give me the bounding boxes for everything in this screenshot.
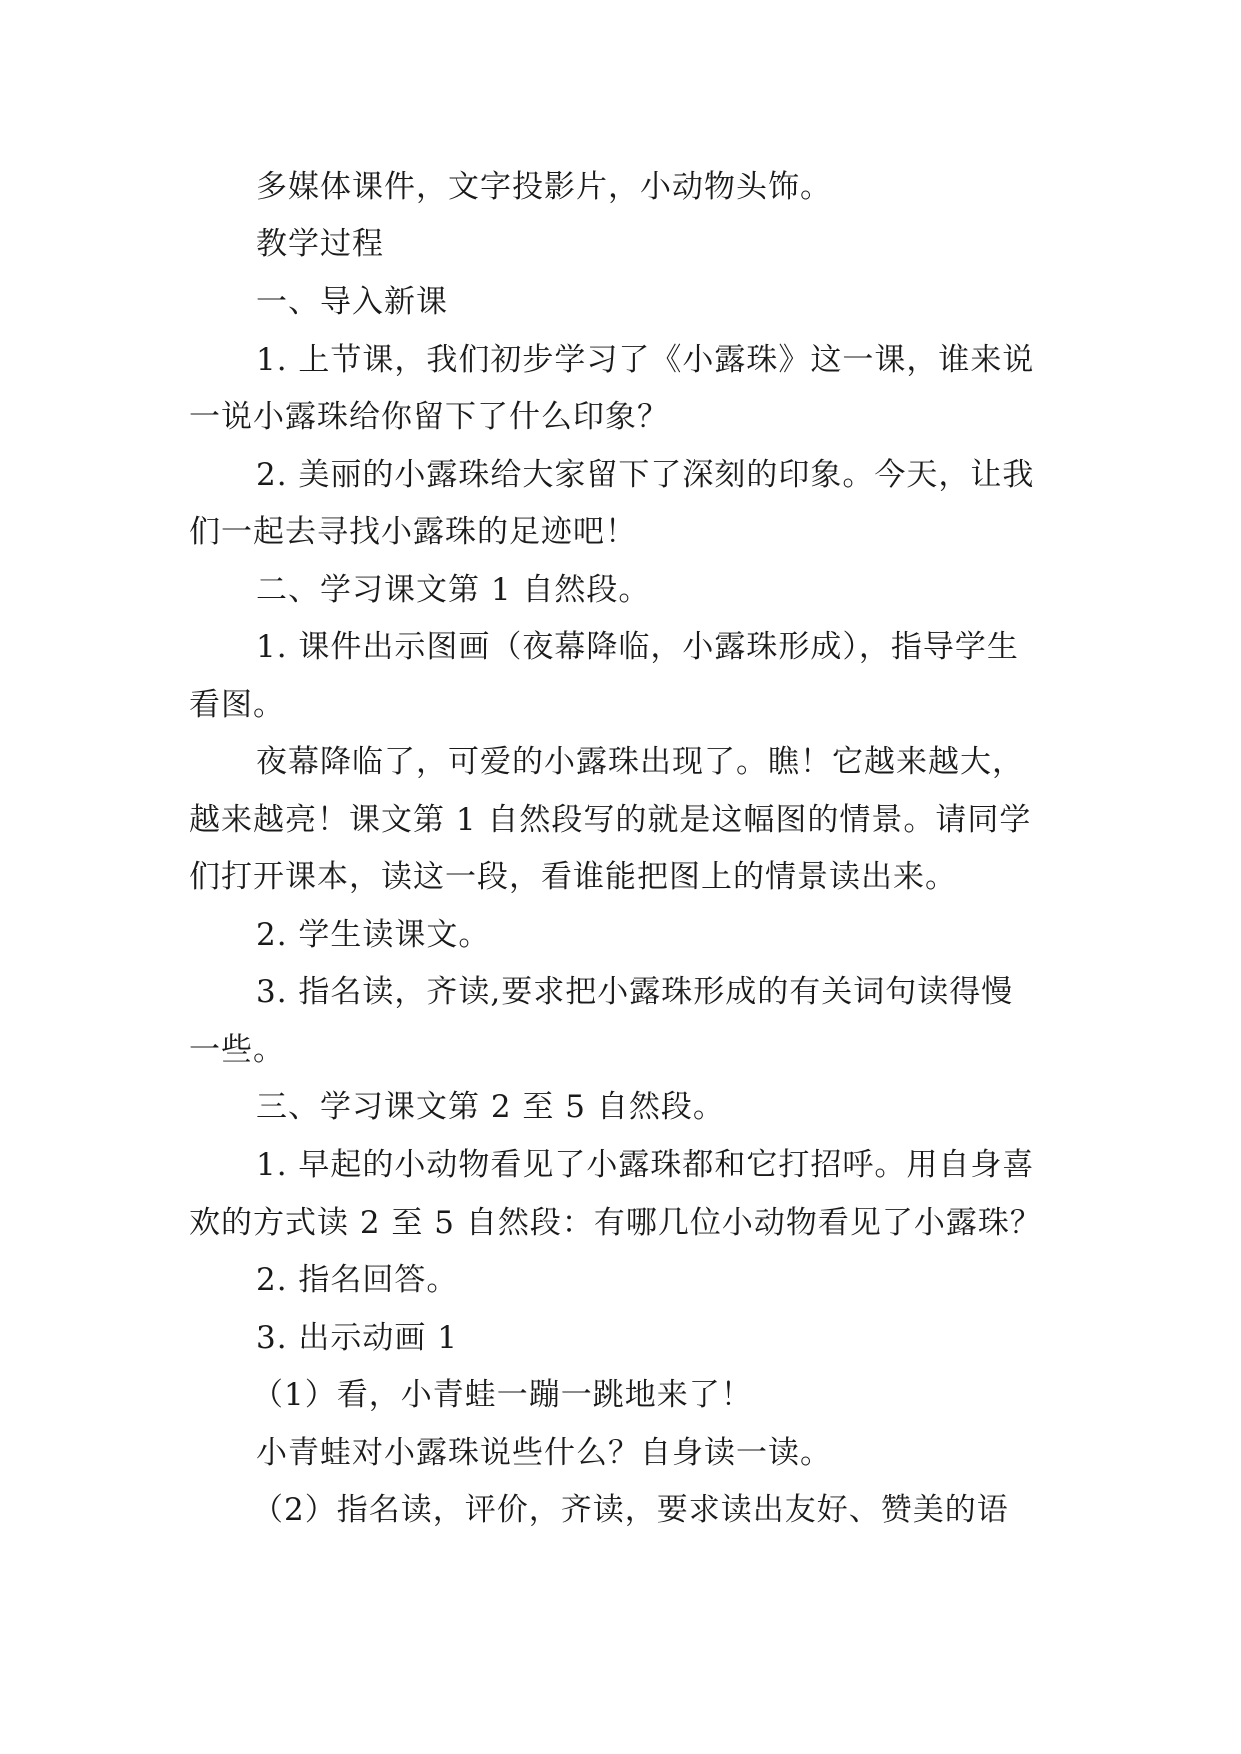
heading-section-3: 三、学习课文第 2 至 5 自然段。 — [256, 1089, 725, 1125]
paragraph-line: 2. 学生读课文。 — [256, 917, 491, 953]
paragraph-line: 夜幕降临了，可爱的小露珠出现了。瞧！它越来越大， — [256, 744, 1024, 780]
paragraph-line: 们打开课本，读这一段，看谁能把图上的情景读出来。 — [189, 859, 957, 895]
heading-section-2: 二、学习课文第 1 自然段。 — [256, 572, 651, 608]
paragraph-line: 越来越亮！课文第 1 自然段写的就是这幅图的情景。请同学 — [189, 802, 1032, 838]
paragraph-line: 1. 课件出示图画（夜幕降临，小露珠形成），指导学生 — [256, 629, 1019, 665]
paragraph-line: 3. 指名读，齐读,要求把小露珠形成的有关词句读得慢 — [256, 974, 1014, 1010]
paragraph-line: 看图。 — [189, 687, 285, 723]
heading-section-1: 一、导入新课 — [256, 284, 448, 320]
paragraph-line: 1. 上节课，我们初步学习了《小露珠》这一课，谁来说 — [256, 342, 1035, 378]
paragraph-line: 1. 早起的小动物看见了小露珠都和它打招呼。用自身喜 — [256, 1147, 1035, 1183]
paragraph-line: 小青蛙对小露珠说些什么？自身读一读。 — [256, 1435, 832, 1471]
paragraph-line: 2. 指名回答。 — [256, 1262, 459, 1298]
paragraph-line: 一说小露珠给你留下了什么印象？ — [189, 399, 669, 435]
paragraph-line: 一些。 — [189, 1032, 285, 1068]
paragraph-line: （1）看，小青蛙一蹦一跳地来了！ — [252, 1377, 753, 1413]
paragraph-materials: 多媒体课件，文字投影片，小动物头饰。 — [256, 169, 832, 205]
paragraph-line: 欢的方式读 2 至 5 自然段：有哪几位小动物看见了小露珠？ — [189, 1205, 1042, 1241]
paragraph-line: （2）指名读，评价，齐读，要求读出友好、赞美的语 — [252, 1492, 1009, 1528]
paragraph-line: 3. 出示动画 1 — [256, 1320, 459, 1356]
paragraph-line: 们一起去寻找小露珠的足迹吧！ — [189, 514, 637, 550]
paragraph-line: 2. 美丽的小露珠给大家留下了深刻的印象。今天，让我 — [256, 457, 1035, 493]
heading-teaching-process: 教学过程 — [256, 226, 384, 262]
